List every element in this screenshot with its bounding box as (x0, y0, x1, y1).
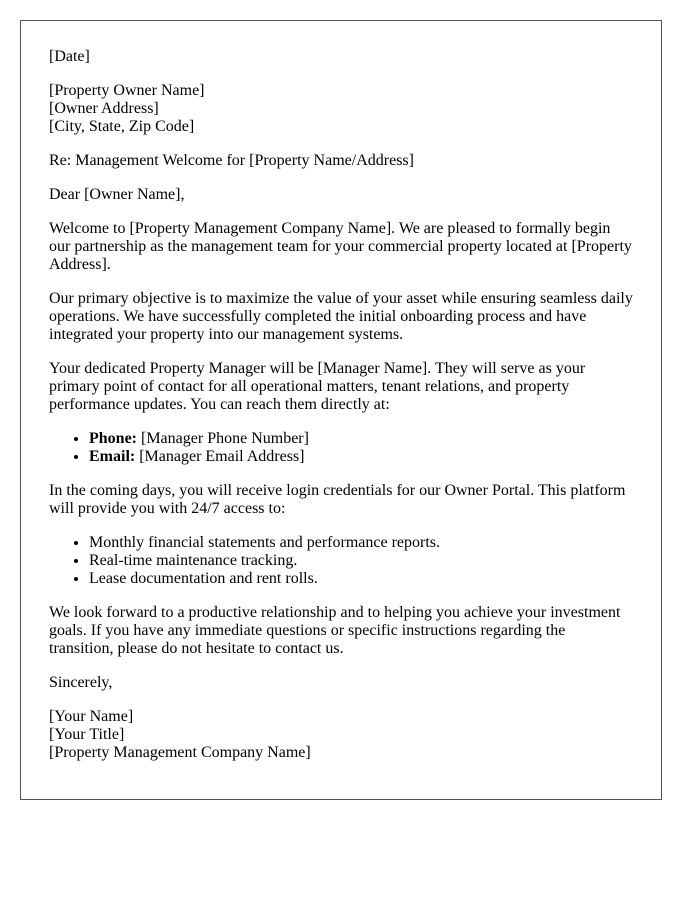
subject-line: Re: Management Welcome for [Property Name/Address] (49, 152, 414, 169)
contact-email (89, 448, 633, 466)
recipient-address: [Owner Address] (49, 100, 159, 117)
recipient-city-state-zip: [City, State, Zip Code] (49, 118, 195, 135)
email-value: [Manager Email Address] (135, 448, 305, 465)
portal-list (49, 534, 633, 588)
welcome-paragraph: Welcome to [Property Management Company Name]. We are pleased to formally begin our partnership as the management team for your commercial property located at [Property Address]. (49, 220, 632, 273)
contact-list (49, 430, 633, 466)
phone-label: Phone: (89, 430, 137, 447)
signature-block (49, 708, 633, 762)
signature-name: [Your Name] (49, 708, 134, 725)
email-label: Email: (89, 448, 136, 465)
objective-paragraph: Our primary objective is to maximize the value of your asset while ensuring seamless daily operations. We have successfully completed the initial onboarding process and have integrated your property into our management systems. (49, 290, 633, 343)
salutation: Dear [Owner Name], (49, 186, 185, 203)
portal-paragraph: In the coming days, you will receive login credentials for our Owner Portal. This platform will provide you with 24/7 access to: (49, 482, 626, 517)
date: [Date] (49, 48, 90, 65)
closing-paragraph: We look forward to a productive relationship and to helping you achieve your investment goals. If you have any immediate questions or specific instructions regarding the transition, please do not hesitate to contact us. (49, 604, 621, 657)
letter (20, 20, 662, 800)
signature-company: [Property Management Company Name] (49, 744, 311, 761)
phone-value: [Manager Phone Number] (137, 430, 309, 447)
manager-paragraph: Your dedicated Property Manager will be [Manager Name]. They will serve as your primary point of contact for all operational matters, tenant relations, and property performance updates. You can reach them directly at: (49, 360, 586, 413)
contact-phone (89, 430, 633, 448)
recipient-name: [Property Owner Name] (49, 82, 205, 99)
portal-item: • Lease documentation and rent rolls. (89, 570, 633, 588)
portal-item: • Real-time maintenance tracking. (89, 552, 633, 570)
signature-title: [Your Title] (49, 726, 125, 743)
recipient-block (49, 82, 633, 136)
portal-item: • Monthly financial statements and performance reports. (89, 534, 633, 552)
closing: Sincerely, (49, 674, 113, 691)
